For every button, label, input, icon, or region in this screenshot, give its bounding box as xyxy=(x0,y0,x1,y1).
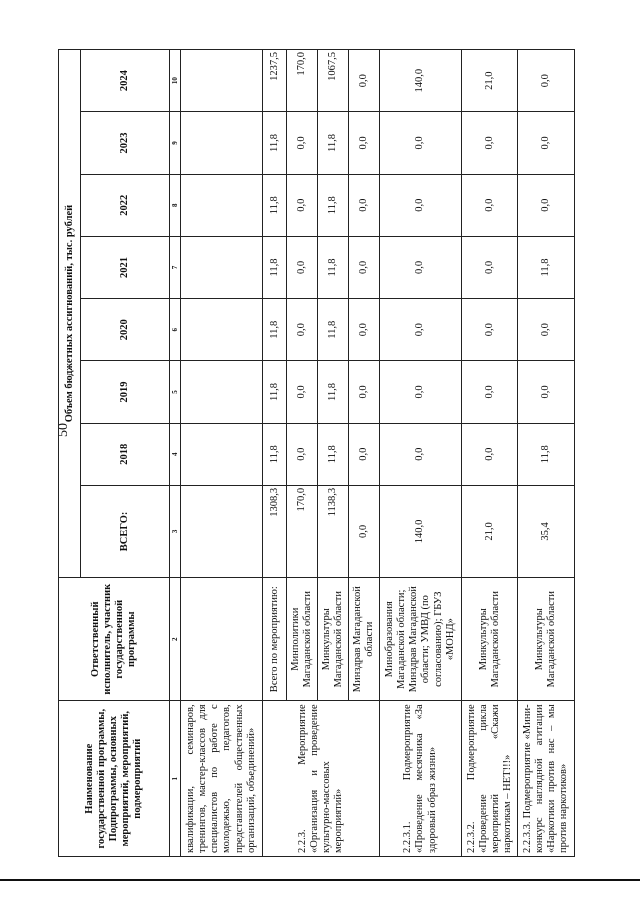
row-name: 2.2.3.3. Подмероприятие «Мини-конкурс наглядной агитации «Наркотики против нас – мы против наркотиков» xyxy=(518,701,575,857)
row-name: 2.2.3.2. Подмероприятие «Проведение цикла мероприятий «Скажи наркотикам – НЕТ!!!» xyxy=(461,701,517,857)
header-year-2020: 2020 xyxy=(81,299,170,361)
header-year-2024: 2024 xyxy=(81,50,170,112)
cell-total: 35,4 xyxy=(518,485,575,577)
cell-2020: 11,8 xyxy=(262,299,286,361)
cell-2020: 11,8 xyxy=(318,299,349,361)
header-total: ВСЕГО: xyxy=(81,485,170,577)
cell-2023: 0,0 xyxy=(461,112,517,174)
header-year-2018: 2018 xyxy=(81,423,170,485)
cell-2024: 21,0 xyxy=(461,50,517,112)
budget-table xyxy=(58,49,575,857)
col-number: 1 xyxy=(170,701,181,857)
table-row xyxy=(262,50,286,857)
cell-2018: 11,8 xyxy=(318,423,349,485)
cell-2023: 11,8 xyxy=(318,112,349,174)
cell-2023: 0,0 xyxy=(379,112,461,174)
cell-2024: 0,0 xyxy=(349,50,380,112)
row-executor: Минкультуры Магаданской области xyxy=(461,578,517,701)
cell-2023: 0,0 xyxy=(518,112,575,174)
cell-2024: 1067,5 xyxy=(318,50,349,112)
cell-total: 170,0 xyxy=(287,485,318,577)
cell-2021: 11,8 xyxy=(318,236,349,298)
empty-cell xyxy=(180,578,262,701)
header-program-name: Наименование государственной программы, Подпрограммы, основных мероприятий, мероприятий, подмероприятий xyxy=(59,701,170,857)
row-name: 2.2.3. Мероприятие «Организация и проведение культурно-массовых мероприятий» xyxy=(262,701,379,857)
table-row xyxy=(461,50,517,857)
cell-2020: 0,0 xyxy=(379,299,461,361)
cell-2024: 170,0 xyxy=(287,50,318,112)
cell-total: 1308,3 xyxy=(262,485,286,577)
header-year-2022: 2022 xyxy=(81,174,170,236)
cell-2023: 11,8 xyxy=(262,112,286,174)
row-executor: Минобразования Магаданской области; Минздрав Магаданской области; УМВД (по согласованию); ГБУЗ «МОНД» xyxy=(379,578,461,701)
empty-cell xyxy=(180,485,262,577)
cell-2020: 0,0 xyxy=(518,299,575,361)
cell-total: 1138,3 xyxy=(318,485,349,577)
col-number: 10 xyxy=(170,50,181,112)
header-budget-group: Объем бюджетных ассигнований, тыс. рублей xyxy=(59,50,81,578)
table-row xyxy=(518,50,575,857)
empty-cell xyxy=(180,50,262,112)
empty-cell xyxy=(180,423,262,485)
cell-2022: 11,8 xyxy=(318,174,349,236)
cell-2024: 1237,5 xyxy=(262,50,286,112)
col-number: 3 xyxy=(170,485,181,577)
cell-2022: 0,0 xyxy=(287,174,318,236)
cell-2021: 11,8 xyxy=(262,236,286,298)
empty-cell xyxy=(180,112,262,174)
cell-2020: 0,0 xyxy=(349,299,380,361)
row-executor: Минздрав Магаданской области xyxy=(349,578,380,701)
cell-2018: 11,8 xyxy=(262,423,286,485)
col-number: 8 xyxy=(170,174,181,236)
empty-cell xyxy=(180,361,262,423)
cell-2018: 0,0 xyxy=(379,423,461,485)
cell-total: 140,0 xyxy=(379,485,461,577)
cell-2021: 0,0 xyxy=(461,236,517,298)
cell-total: 0,0 xyxy=(349,485,380,577)
row-executor: Всего по мероприятию: xyxy=(262,578,286,701)
cell-2019: 0,0 xyxy=(461,361,517,423)
cell-2022: 0,0 xyxy=(461,174,517,236)
col-number: 5 xyxy=(170,361,181,423)
row-name: квалификации, семинаров, тренингов, мастер-классов для специалистов по работе с молодежью, педагогов, представителей общественных организаций, объединений» xyxy=(180,701,262,857)
table-row xyxy=(379,50,461,857)
empty-cell xyxy=(180,299,262,361)
cell-2018: 0,0 xyxy=(287,423,318,485)
cell-2018: 0,0 xyxy=(461,423,517,485)
cell-2019: 0,0 xyxy=(349,361,380,423)
cell-2021: 0,0 xyxy=(349,236,380,298)
cell-2018: 11,8 xyxy=(518,423,575,485)
col-number: 7 xyxy=(170,236,181,298)
cell-2022: 0,0 xyxy=(349,174,380,236)
cell-2019: 0,0 xyxy=(518,361,575,423)
cell-2019: 11,8 xyxy=(318,361,349,423)
row-executor: Минполитики Магаданской области xyxy=(287,578,318,701)
budget-table-rotated-container xyxy=(58,49,575,857)
row-executor: Минкультуры Магаданской области xyxy=(318,578,349,701)
row-executor: Минкультуры Магаданской области xyxy=(518,578,575,701)
col-number: 2 xyxy=(170,578,181,701)
header-year-2023: 2023 xyxy=(81,112,170,174)
bottom-divider xyxy=(0,879,640,881)
cell-2020: 0,0 xyxy=(461,299,517,361)
row-name: 2.2.3.1. Подмероприятие «Проведение месячника «За здоровый образ жизни» xyxy=(379,701,461,857)
header-column-numbers xyxy=(170,50,181,857)
page-number: 50 xyxy=(56,423,71,437)
header-year-2021: 2021 xyxy=(81,236,170,298)
cell-2024: 0,0 xyxy=(518,50,575,112)
cell-2022: 0,0 xyxy=(379,174,461,236)
cell-2023: 0,0 xyxy=(349,112,380,174)
cell-2020: 0,0 xyxy=(287,299,318,361)
cell-2022: 0,0 xyxy=(518,174,575,236)
cell-2019: 11,8 xyxy=(262,361,286,423)
cell-2021: 0,0 xyxy=(287,236,318,298)
cell-total: 21,0 xyxy=(461,485,517,577)
cell-2024: 140,0 xyxy=(379,50,461,112)
header-year-2019: 2019 xyxy=(81,361,170,423)
cell-2018: 0,0 xyxy=(349,423,380,485)
col-number: 4 xyxy=(170,423,181,485)
table-row-continued xyxy=(180,50,262,857)
cell-2019: 0,0 xyxy=(287,361,318,423)
cell-2022: 11,8 xyxy=(262,174,286,236)
empty-cell xyxy=(180,236,262,298)
empty-cell xyxy=(180,174,262,236)
cell-2023: 0,0 xyxy=(287,112,318,174)
header-executor: Ответственный исполнитель, участник государственной программы xyxy=(59,578,170,701)
cell-2021: 0,0 xyxy=(379,236,461,298)
col-number: 9 xyxy=(170,112,181,174)
cell-2021: 11,8 xyxy=(518,236,575,298)
col-number: 6 xyxy=(170,299,181,361)
header-row-1 xyxy=(59,50,81,857)
cell-2019: 0,0 xyxy=(379,361,461,423)
